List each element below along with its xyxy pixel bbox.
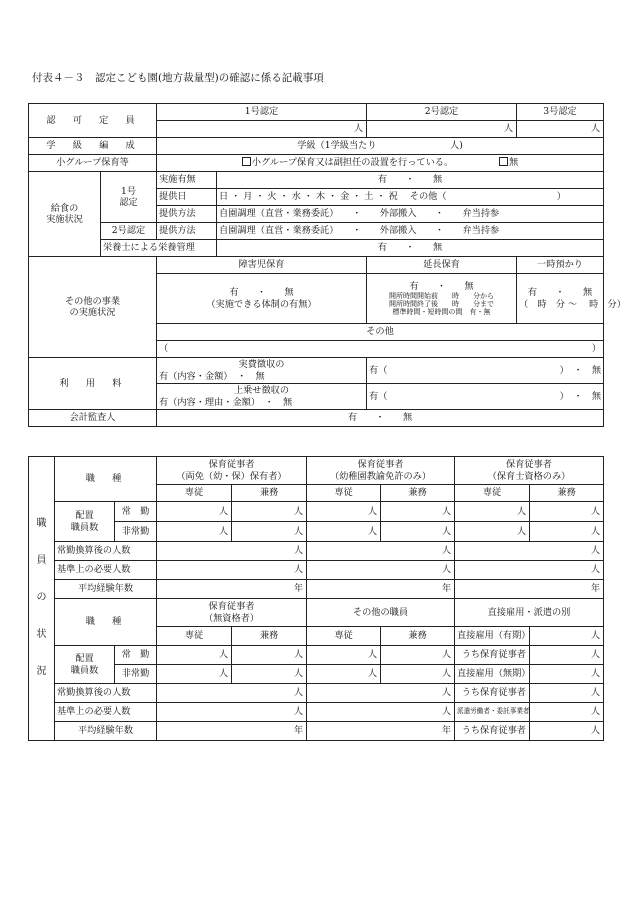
fees-actual-tail: ） ・ 無 — [559, 364, 602, 376]
meals-label: 給食の 実施状況 — [29, 172, 101, 257]
staff-table — [28, 456, 604, 741]
staff-field[interactable]: 人 — [307, 646, 381, 665]
extended-care-end: 開所時間終了後 時 分まで — [389, 299, 495, 308]
staff-field[interactable]: 人 — [157, 665, 232, 684]
fte-label: 常勤換算後の人数 — [55, 542, 157, 561]
staff-field[interactable]: 人 — [157, 542, 307, 561]
fees-extra-open: 有（ — [369, 390, 388, 402]
staff-field[interactable]: 人 — [232, 665, 307, 684]
staff-field[interactable]: 人 — [157, 646, 232, 665]
form-caption: 付表４－３ 認定こども園(地方裁量型)の確認に係る記載事項 — [32, 72, 324, 84]
staff-field[interactable]: 人 — [455, 542, 604, 561]
staff-field[interactable]: 人 — [530, 665, 604, 684]
of-which-label: うち保育従事者 — [455, 722, 530, 741]
capacity-field-1[interactable] — [157, 121, 367, 138]
staff-type-label-2: 職 種 — [55, 599, 157, 646]
meals-days-value[interactable]: 日 ・ 月 ・ 火 ・ 水 ・ 木 ・ 金 ・ 土 ・ 祝 その他（ ） — [217, 189, 604, 206]
staff-field[interactable]: 人 — [232, 646, 307, 665]
staff-field[interactable]: 人 — [157, 684, 307, 703]
staff-field[interactable]: 年 — [307, 580, 455, 599]
staff-field[interactable]: 人 — [307, 542, 455, 561]
of-which-label: うち保育従事者 — [455, 684, 530, 703]
other-projects-col-3: 一時預かり — [517, 257, 604, 274]
staff-field[interactable]: 人 — [307, 665, 381, 684]
col-parttime: 兼務 — [232, 485, 307, 502]
staff-field[interactable]: 年 — [307, 722, 455, 741]
staff-field[interactable]: 人 — [530, 627, 604, 646]
temporary-care-hours: （ 時 分 ～ 時 分） — [519, 298, 626, 310]
disability-care-value[interactable] — [157, 274, 367, 324]
small-group-label: 小グループ保育等 — [29, 155, 157, 172]
small-group-options — [157, 155, 604, 172]
regular-label: 常 勤 — [115, 646, 157, 665]
meals-group-1: 1号 認定 — [101, 172, 157, 223]
checkbox[interactable] — [242, 157, 251, 166]
staff-group-3: 保育従事者 （保育士資格のみ） — [455, 457, 604, 485]
staff-field[interactable]: 年 — [157, 722, 307, 741]
of-which-label: うち保育従事者 — [455, 646, 530, 665]
fees-extra-label: 上乗せ徴収の 有（内容・理由・金額） ・ 無 — [157, 384, 367, 410]
audit-label: 会計監査人 — [29, 410, 157, 427]
staff-field[interactable]: 人 — [232, 502, 307, 522]
nutrition-label: 栄養士による栄養管理 — [101, 240, 217, 257]
capacity-header-2: 2号認定 — [367, 104, 517, 121]
staff-side-label: 職 員 の 状 況 — [29, 457, 55, 741]
col-parttime: 兼務 — [381, 485, 455, 502]
capacity-field-2[interactable] — [367, 121, 517, 138]
extended-care-standard: 標準時間・短時間の間 有・無 — [392, 308, 491, 317]
staff-field[interactable]: 人 — [530, 646, 604, 665]
staff-field[interactable]: 人 — [530, 522, 604, 542]
col-fulltime: 専従 — [157, 627, 232, 646]
col-parttime: 兼務 — [530, 485, 604, 502]
staff-field[interactable]: 人 — [307, 502, 381, 522]
col-parttime: 兼務 — [381, 627, 455, 646]
other-projects-label: その他の事業 の実施状況 — [29, 257, 157, 358]
staff-group-1: 保育従事者 （両免（幼・保）保有者） — [157, 457, 307, 485]
nonregular-label: 非常勤 — [115, 522, 157, 542]
col-fulltime: 専従 — [307, 485, 381, 502]
nutrition-value[interactable]: 有 ・ 無 — [217, 240, 604, 257]
meals-exist-value[interactable]: 有 ・ 無 — [217, 172, 604, 189]
fte-label: 常勤換算後の人数 — [55, 684, 157, 703]
meals-exist-label: 実施有無 — [157, 172, 217, 189]
staff-field[interactable]: 人 — [381, 522, 455, 542]
capacity-label: 認 可 定 員 — [29, 104, 157, 138]
placement-label-1: 配置 職員数 — [55, 502, 115, 542]
fees-extra-tail: ） ・ 無 — [559, 390, 602, 402]
extended-care-start: 開所時間開始前 時 分から — [389, 291, 495, 300]
col-fulltime: 専従 — [157, 485, 232, 502]
meals-group-2: 2号認定 — [101, 223, 157, 240]
staff-group-5: その他の職員 — [307, 599, 455, 627]
staff-type-label-1: 職 種 — [55, 457, 157, 502]
dispatch-label: 派遣労働者・委託事業者 — [455, 703, 530, 722]
staff-group-6: 直接雇用・派遣の別 — [455, 599, 604, 627]
fees-extra-value[interactable] — [367, 384, 604, 410]
placement-label-2: 配置 職員数 — [55, 646, 115, 684]
form-table-top — [28, 103, 626, 427]
staff-field[interactable]: 人 — [530, 502, 604, 522]
meals-method-label: 提供方法 — [157, 206, 217, 223]
fees-label: 利 用 料 — [29, 358, 157, 410]
staff-field[interactable]: 人 — [157, 703, 307, 722]
staff-field[interactable]: 人 — [530, 684, 604, 703]
avg-years-label: 平均経験年数 — [55, 580, 157, 599]
direct-fixed-label: 直接雇用（有期） — [455, 627, 530, 646]
regular-label: 常 勤 — [115, 502, 157, 522]
disability-care-choice: 有 ・ 無 — [229, 287, 294, 299]
class-org-field[interactable]: 学級（1学級当たり 人) — [157, 138, 604, 155]
other-projects-other-label: その他 — [157, 324, 604, 341]
staff-field[interactable]: 人 — [455, 561, 604, 580]
staff-field[interactable]: 人 — [530, 703, 604, 722]
temporary-care-value[interactable] — [517, 274, 626, 324]
class-org-label: 学 級 編 成 — [29, 138, 157, 155]
staff-field[interactable]: 年 — [455, 580, 604, 599]
staff-field[interactable]: 人 — [307, 561, 455, 580]
staff-field[interactable]: 人 — [157, 522, 232, 542]
direct-indef-label: 直接雇用（無期） — [455, 665, 530, 684]
fees-actual-label: 実費徴収の 有（内容・金額） ・ 無 — [157, 358, 367, 384]
meals-method-value[interactable]: 自園調理（直営・業務委託） ・ 外部搬入 ・ 弁当持参 — [217, 206, 604, 223]
staff-field[interactable]: 人 — [455, 502, 530, 522]
col-fulltime: 専従 — [307, 627, 381, 646]
temporary-care-choice: 有 ・ 無 — [527, 287, 593, 299]
col-fulltime: 専従 — [455, 485, 530, 502]
other-projects-col-1: 障害児保育 — [157, 257, 367, 274]
small-group-option-no: 無 — [509, 157, 519, 169]
capacity-header-1: 1号認定 — [157, 104, 367, 121]
small-group-option-yes: 小グループ保育又は副担任の設置を行っている。 — [251, 157, 454, 169]
fees-actual-open: 有（ — [369, 364, 388, 376]
staff-field[interactable]: 人 — [157, 502, 232, 522]
staff-field[interactable]: 人 — [232, 522, 307, 542]
staff-field[interactable]: 人 — [381, 502, 455, 522]
capacity-header-3: 3号認定 — [517, 104, 604, 121]
staff-field[interactable]: 人 — [157, 561, 307, 580]
extended-care-choice: 有 ・ 無 — [409, 280, 474, 292]
meals-days-label: 提供日 — [157, 189, 217, 206]
staff-group-4: 保育従事者 （無資格者） — [157, 599, 307, 627]
unit: 人 — [590, 123, 601, 135]
capacity-field-3[interactable] — [517, 121, 604, 138]
col-parttime: 兼務 — [232, 627, 307, 646]
extended-care-value[interactable] — [367, 274, 517, 324]
staff-field[interactable]: 人 — [381, 665, 455, 684]
avg-years-label: 平均経験年数 — [55, 722, 157, 741]
staff-field[interactable]: 人 — [455, 522, 530, 542]
other-projects-col-2: 延長保育 — [367, 257, 517, 274]
required-label: 基準上の必要人数 — [55, 561, 157, 580]
meals-method2-label: 提供方法 — [157, 223, 217, 240]
unit: 人 — [353, 123, 364, 135]
staff-field[interactable]: 人 — [307, 703, 455, 722]
staff-field[interactable]: 人 — [381, 646, 455, 665]
other-projects-other-field[interactable] — [157, 341, 604, 358]
staff-field[interactable]: 年 — [157, 580, 307, 599]
disability-care-note: （実施できる体制の有無） — [206, 298, 317, 310]
staff-group-2: 保育従事者 （幼稚園教諭免許のみ） — [307, 457, 455, 485]
checkbox[interactable] — [499, 157, 508, 166]
staff-field[interactable]: 人 — [307, 684, 455, 703]
paren-open: （ — [159, 343, 169, 355]
staff-field[interactable]: 人 — [530, 722, 604, 741]
paren-close: ） — [591, 343, 602, 355]
staff-field[interactable]: 人 — [307, 522, 381, 542]
required-label: 基準上の必要人数 — [55, 703, 157, 722]
nonregular-label: 非常勤 — [115, 665, 157, 684]
meals-method2-value[interactable]: 自園調理（直営・業務委託） ・ 外部搬入 ・ 弁当持参 — [217, 223, 604, 240]
unit: 人 — [503, 123, 514, 135]
audit-value[interactable]: 有 ・ 無 — [157, 410, 604, 427]
fees-actual-value[interactable] — [367, 358, 604, 384]
